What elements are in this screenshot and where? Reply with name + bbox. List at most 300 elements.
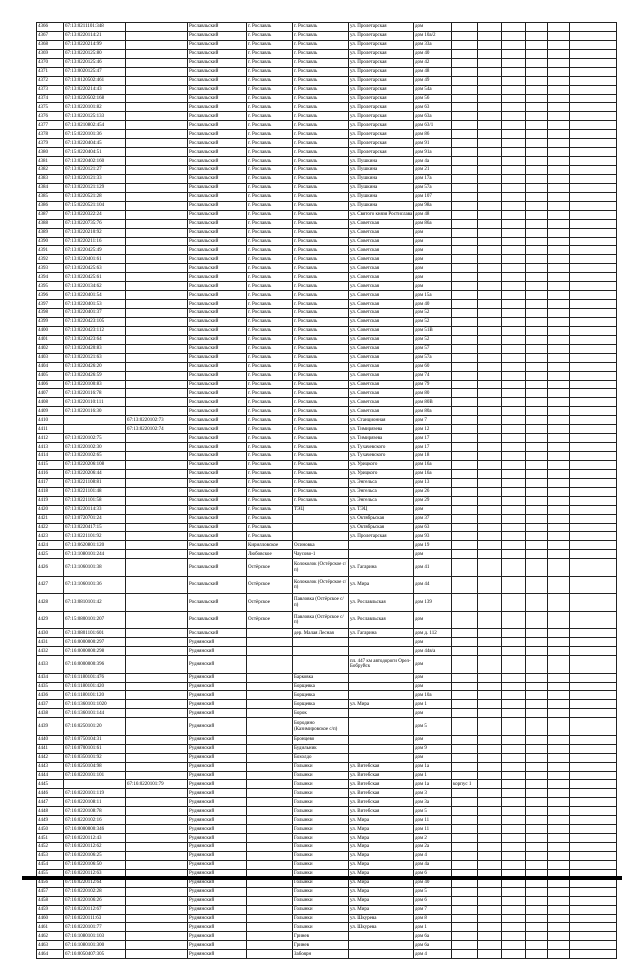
row-number: 4450: [37, 825, 64, 834]
blank-cell: [570, 76, 617, 85]
cadastral-number: 67:13:0220206:108: [64, 460, 126, 469]
house-number: дом: [414, 23, 452, 32]
locality: г. Рославль: [293, 398, 349, 407]
building-extra: [452, 58, 478, 67]
house-number: дом 63/1: [414, 121, 452, 130]
blank-cell: [570, 157, 617, 166]
table-row: [37, 219, 617, 228]
blank-cell: [502, 282, 526, 291]
blank-cell: [502, 638, 526, 647]
blank-cell: [526, 335, 548, 344]
blank-cell: [570, 896, 617, 905]
house-number: дом 1: [414, 771, 452, 780]
blank-cell: [478, 505, 502, 514]
blank-cell: [548, 255, 570, 264]
settlement: г. Рославль: [247, 201, 293, 210]
settlement: [247, 941, 293, 950]
locality: г. Рославль: [293, 201, 349, 210]
blank-cell: [570, 478, 617, 487]
blank-cell: [478, 541, 502, 550]
district: Руднянский: [188, 887, 247, 896]
building-extra: [452, 950, 478, 959]
district: Рославльский: [188, 505, 247, 514]
blank-cell: [548, 326, 570, 335]
blank-cell: [502, 31, 526, 40]
blank-cell: [548, 362, 570, 371]
cadastral-number-alt: [126, 735, 188, 744]
street: ул. Пролетарская: [349, 121, 414, 130]
cadastral-number: 67:13:0220425:61: [64, 273, 126, 282]
blank-cell: [478, 941, 502, 950]
street: ул. Мира: [349, 576, 414, 594]
building-extra: [452, 309, 478, 318]
blank-cell: [526, 40, 548, 49]
blank-cell: [570, 780, 617, 789]
table-row: [37, 682, 617, 691]
blank-cell: [526, 282, 548, 291]
settlement: г. Рославль: [247, 282, 293, 291]
cadastral-number: 67:13:0220423:112: [64, 326, 126, 335]
locality: г. Рославль: [293, 49, 349, 58]
blank-cell: [570, 718, 617, 736]
settlement: г. Рославль: [247, 255, 293, 264]
blank-cell: [570, 505, 617, 514]
row-number: 4446: [37, 789, 64, 798]
blank-cell: [502, 228, 526, 237]
row-number: 4431: [37, 638, 64, 647]
blank-cell: [502, 300, 526, 309]
table-row: [37, 416, 617, 425]
blank-cell: [502, 762, 526, 771]
street: ул. Витебская: [349, 771, 414, 780]
row-number: 4444: [37, 771, 64, 780]
blank-cell: [478, 264, 502, 273]
row-number: 4366: [37, 23, 64, 32]
table-row: [37, 148, 617, 157]
blank-cell: [570, 443, 617, 452]
cadastral-number: [64, 416, 126, 425]
cadastral-number: 67:13:0220425:49: [64, 246, 126, 255]
cadastral-number-alt: [126, 183, 188, 192]
house-number: дом 91а: [414, 148, 452, 157]
settlement: [247, 638, 293, 647]
street: ул. Пролетарская: [349, 103, 414, 112]
house-number: дом 7: [414, 416, 452, 425]
building-extra: [452, 416, 478, 425]
settlement: г. Рославль: [247, 273, 293, 282]
blank-cell: [548, 523, 570, 532]
blank-cell: [570, 255, 617, 264]
blank-cell: [526, 291, 548, 300]
cadastral-number-alt: [126, 647, 188, 656]
table-row: [37, 264, 617, 273]
blank-cell: [548, 798, 570, 807]
blank-cell: [548, 85, 570, 94]
cadastral-number-alt: [126, 40, 188, 49]
house-number: дом 56: [414, 94, 452, 103]
cadastral-number: [64, 425, 126, 434]
settlement: Кирилловское: [247, 541, 293, 550]
building-extra: [452, 67, 478, 76]
table-row: [37, 647, 617, 656]
table-row: [37, 789, 617, 798]
blank-cell: [570, 183, 617, 192]
building-extra: [452, 834, 478, 843]
blank-cell: [478, 789, 502, 798]
district: Рославльский: [188, 58, 247, 67]
settlement: г. Рославль: [247, 58, 293, 67]
table-row: [37, 49, 617, 58]
street: ул. Пролетарская: [349, 31, 414, 40]
blank-cell: [526, 798, 548, 807]
blank-cell: [570, 735, 617, 744]
district: Рославльский: [188, 362, 247, 371]
house-number: дом 93: [414, 532, 452, 541]
district: Руднянский: [188, 807, 247, 816]
house-number: дом 7: [414, 905, 452, 914]
settlement: г. Рославль: [247, 443, 293, 452]
table-row: [37, 76, 617, 85]
blank-cell: [570, 192, 617, 201]
locality: [293, 532, 349, 541]
cadastral-number: 67:13:0220102:65: [64, 452, 126, 461]
blank-cell: [478, 407, 502, 416]
cadastral-number: 67:16:0220101:119: [64, 789, 126, 798]
building-extra: [452, 505, 478, 514]
blank-cell: [526, 691, 548, 700]
settlement: [247, 771, 293, 780]
locality: г. Рославль: [293, 353, 349, 362]
street: ул. Пролетарская: [349, 85, 414, 94]
blank-cell: [548, 317, 570, 326]
blank-cell: [502, 594, 526, 612]
blank-cell: [478, 860, 502, 869]
blank-cell: [526, 762, 548, 771]
cadastral-number: 67:13:0810101:42: [64, 594, 126, 612]
table-row: [37, 362, 617, 371]
blank-cell: [502, 718, 526, 736]
blank-cell: [478, 638, 502, 647]
blank-cell: [548, 49, 570, 58]
district: Рославльский: [188, 130, 247, 139]
row-number: 4422: [37, 523, 64, 532]
blank-cell: [570, 807, 617, 816]
blank-cell: [478, 443, 502, 452]
cadastral-number: 67:16:0220101:101: [64, 771, 126, 780]
street: ул. Советская: [349, 371, 414, 380]
blank-cell: [526, 300, 548, 309]
building-extra: [452, 103, 478, 112]
blank-cell: [548, 505, 570, 514]
row-number: 4421: [37, 514, 64, 523]
blank-cell: [478, 611, 502, 629]
settlement: г. Рославль: [247, 460, 293, 469]
blank-cell: [548, 905, 570, 914]
house-number: дом 79: [414, 380, 452, 389]
blank-cell: [502, 219, 526, 228]
settlement: [247, 851, 293, 860]
cadastral-number: 67:13:0720701:24: [64, 514, 126, 523]
street: ул. Октябрьская: [349, 514, 414, 523]
settlement: г. Рославль: [247, 210, 293, 219]
house-number: дом 57: [414, 344, 452, 353]
cadastral-number: 67:13:0220426:20: [64, 362, 126, 371]
blank-cell: [526, 210, 548, 219]
district: Руднянский: [188, 709, 247, 718]
building-extra: [452, 700, 478, 709]
cadastral-number-alt: [126, 335, 188, 344]
blank-cell: [526, 219, 548, 228]
blank-cell: [502, 629, 526, 638]
district: Руднянский: [188, 798, 247, 807]
blank-cell: [478, 469, 502, 478]
settlement: г. Рославль: [247, 496, 293, 505]
cadastral-number: 67:13:0220125:133: [64, 112, 126, 121]
page-bottom-rule: [22, 876, 622, 880]
cadastral-number-alt: [126, 496, 188, 505]
table-row: [37, 656, 617, 674]
blank-cell: [478, 452, 502, 461]
blank-cell: [502, 559, 526, 577]
street: [349, 673, 414, 682]
district: Рославльский: [188, 85, 247, 94]
building-extra: [452, 166, 478, 175]
row-number: 4420: [37, 505, 64, 514]
cadastral-number-alt: [126, 505, 188, 514]
blank-cell: [526, 478, 548, 487]
cadastral-number-alt: [126, 744, 188, 753]
cadastral-number-alt: [126, 112, 188, 121]
blank-cell: [570, 398, 617, 407]
street: ул. Мира: [349, 700, 414, 709]
blank-cell: [478, 157, 502, 166]
row-number: 4427: [37, 576, 64, 594]
blank-cell: [502, 174, 526, 183]
blank-cell: [570, 407, 617, 416]
cadastral-number-alt: [126, 219, 188, 228]
blank-cell: [502, 923, 526, 932]
cadastral-number: 67:16:0220112:67: [64, 905, 126, 914]
building-extra: [452, 94, 478, 103]
table-row: [37, 550, 617, 559]
row-number: 4399: [37, 317, 64, 326]
row-number: 4390: [37, 237, 64, 246]
table-row: [37, 380, 617, 389]
table-row: [37, 825, 617, 834]
blank-cell: [570, 139, 617, 148]
blank-cell: [548, 398, 570, 407]
blank-cell: [526, 834, 548, 843]
locality: дер. Малая Лесная: [293, 629, 349, 638]
street: ул. Рославльская: [349, 611, 414, 629]
building-extra: [452, 460, 478, 469]
table-row: [37, 505, 617, 514]
blank-cell: [478, 228, 502, 237]
district: Рославльский: [188, 389, 247, 398]
locality: Бохолдо: [293, 753, 349, 762]
row-number: 4447: [37, 798, 64, 807]
blank-cell: [478, 700, 502, 709]
blank-cell: [502, 335, 526, 344]
building-extra: [452, 344, 478, 353]
settlement: [247, 932, 293, 941]
street: ул. Советская: [349, 362, 414, 371]
street: [349, 950, 414, 959]
locality: Голынки: [293, 780, 349, 789]
cadastral-number-alt: [126, 121, 188, 130]
cadastral-number-alt: [126, 246, 188, 255]
locality: Голынки: [293, 860, 349, 869]
blank-cell: [548, 576, 570, 594]
blank-cell: [548, 380, 570, 389]
district: Руднянский: [188, 700, 247, 709]
blank-cell: [548, 744, 570, 753]
table-row: [37, 157, 617, 166]
blank-cell: [502, 834, 526, 843]
cadastral-number-alt: [126, 407, 188, 416]
blank-cell: [478, 291, 502, 300]
blank-cell: [478, 594, 502, 612]
blank-cell: [570, 816, 617, 825]
street: ул. Советская: [349, 353, 414, 362]
blank-cell: [570, 559, 617, 577]
house-number: дом 16а: [414, 469, 452, 478]
blank-cell: [570, 58, 617, 67]
blank-cell: [502, 49, 526, 58]
locality: г. Рославль: [293, 157, 349, 166]
house-number: дом 42: [414, 58, 452, 67]
district: Рославльский: [188, 300, 247, 309]
building-extra: [452, 594, 478, 612]
district: Руднянский: [188, 834, 247, 843]
settlement: [247, 843, 293, 852]
blank-cell: [548, 148, 570, 157]
cadastral-number: 67:13:0220214:99: [64, 40, 126, 49]
row-number: 4393: [37, 264, 64, 273]
building-extra: [452, 174, 478, 183]
row-number: 4371: [37, 67, 64, 76]
table-row: [37, 389, 617, 398]
street: ул. Пролетарская: [349, 40, 414, 49]
street: ул. Тимирязева: [349, 425, 414, 434]
cadastral-number-alt: [126, 23, 188, 32]
blank-cell: [526, 228, 548, 237]
building-extra: [452, 932, 478, 941]
blank-cell: [478, 174, 502, 183]
district: Рославльский: [188, 487, 247, 496]
settlement: [247, 896, 293, 905]
blank-cell: [526, 67, 548, 76]
blank-cell: [548, 174, 570, 183]
cadastral-number: 67:16:1360101:144: [64, 709, 126, 718]
settlement: [247, 700, 293, 709]
blank-cell: [502, 941, 526, 950]
blank-cell: [548, 718, 570, 736]
blank-cell: [570, 762, 617, 771]
district: Рославльский: [188, 31, 247, 40]
blank-cell: [526, 326, 548, 335]
house-number: дом 2а: [414, 843, 452, 852]
building-extra: [452, 246, 478, 255]
blank-cell: [526, 398, 548, 407]
blank-cell: [548, 273, 570, 282]
blank-cell: [502, 353, 526, 362]
blank-cell: [570, 941, 617, 950]
house-number: дом 57а: [414, 183, 452, 192]
blank-cell: [570, 851, 617, 860]
blank-cell: [502, 753, 526, 762]
settlement: [247, 825, 293, 834]
row-number: 4424: [37, 541, 64, 550]
table-row: [37, 255, 617, 264]
blank-cell: [478, 112, 502, 121]
blank-cell: [570, 629, 617, 638]
cadastral-number-alt: [126, 67, 188, 76]
blank-cell: [526, 362, 548, 371]
blank-cell: [526, 353, 548, 362]
settlement: г. Рославль: [247, 219, 293, 228]
blank-cell: [570, 887, 617, 896]
building-extra: [452, 201, 478, 210]
street: ул. Советская: [349, 317, 414, 326]
blank-cell: [526, 58, 548, 67]
cadastral-number-alt: [126, 843, 188, 852]
table-row: [37, 887, 617, 896]
street: ул. Пролетарская: [349, 67, 414, 76]
blank-cell: [526, 673, 548, 682]
blank-cell: [570, 469, 617, 478]
locality: Осиновка: [293, 541, 349, 550]
street: [349, 647, 414, 656]
district: Руднянский: [188, 843, 247, 852]
cadastral-number: 67:13:0220423:105: [64, 317, 126, 326]
blank-cell: [502, 789, 526, 798]
row-number: 4448: [37, 807, 64, 816]
blank-cell: [570, 611, 617, 629]
locality: г. Рославль: [293, 76, 349, 85]
blank-cell: [478, 523, 502, 532]
district: Рославльский: [188, 228, 247, 237]
building-extra: [452, 425, 478, 434]
street: ул. Энгельса: [349, 496, 414, 505]
house-number: дом 40: [414, 878, 452, 887]
settlement: г. Рославль: [247, 246, 293, 255]
cadastral-number-alt: [126, 389, 188, 398]
settlement: г. Рославль: [247, 416, 293, 425]
blank-cell: [570, 40, 617, 49]
blank-cell: [526, 166, 548, 175]
row-number: 4437: [37, 700, 64, 709]
blank-cell: [478, 816, 502, 825]
blank-cell: [570, 682, 617, 691]
district: Руднянский: [188, 771, 247, 780]
blank-cell: [526, 629, 548, 638]
blank-cell: [570, 344, 617, 353]
house-number: дом 6: [414, 869, 452, 878]
blank-cell: [548, 94, 570, 103]
blank-cell: [478, 282, 502, 291]
blank-cell: [526, 389, 548, 398]
blank-cell: [478, 425, 502, 434]
locality: Барковка: [293, 673, 349, 682]
district: Рославльский: [188, 434, 247, 443]
locality: г. Рославль: [293, 326, 349, 335]
cadastral-number-alt: [126, 362, 188, 371]
house-number: дом 80а: [414, 407, 452, 416]
blank-cell: [502, 682, 526, 691]
cadastral-number-alt: [126, 326, 188, 335]
locality: г. Рославль: [293, 460, 349, 469]
